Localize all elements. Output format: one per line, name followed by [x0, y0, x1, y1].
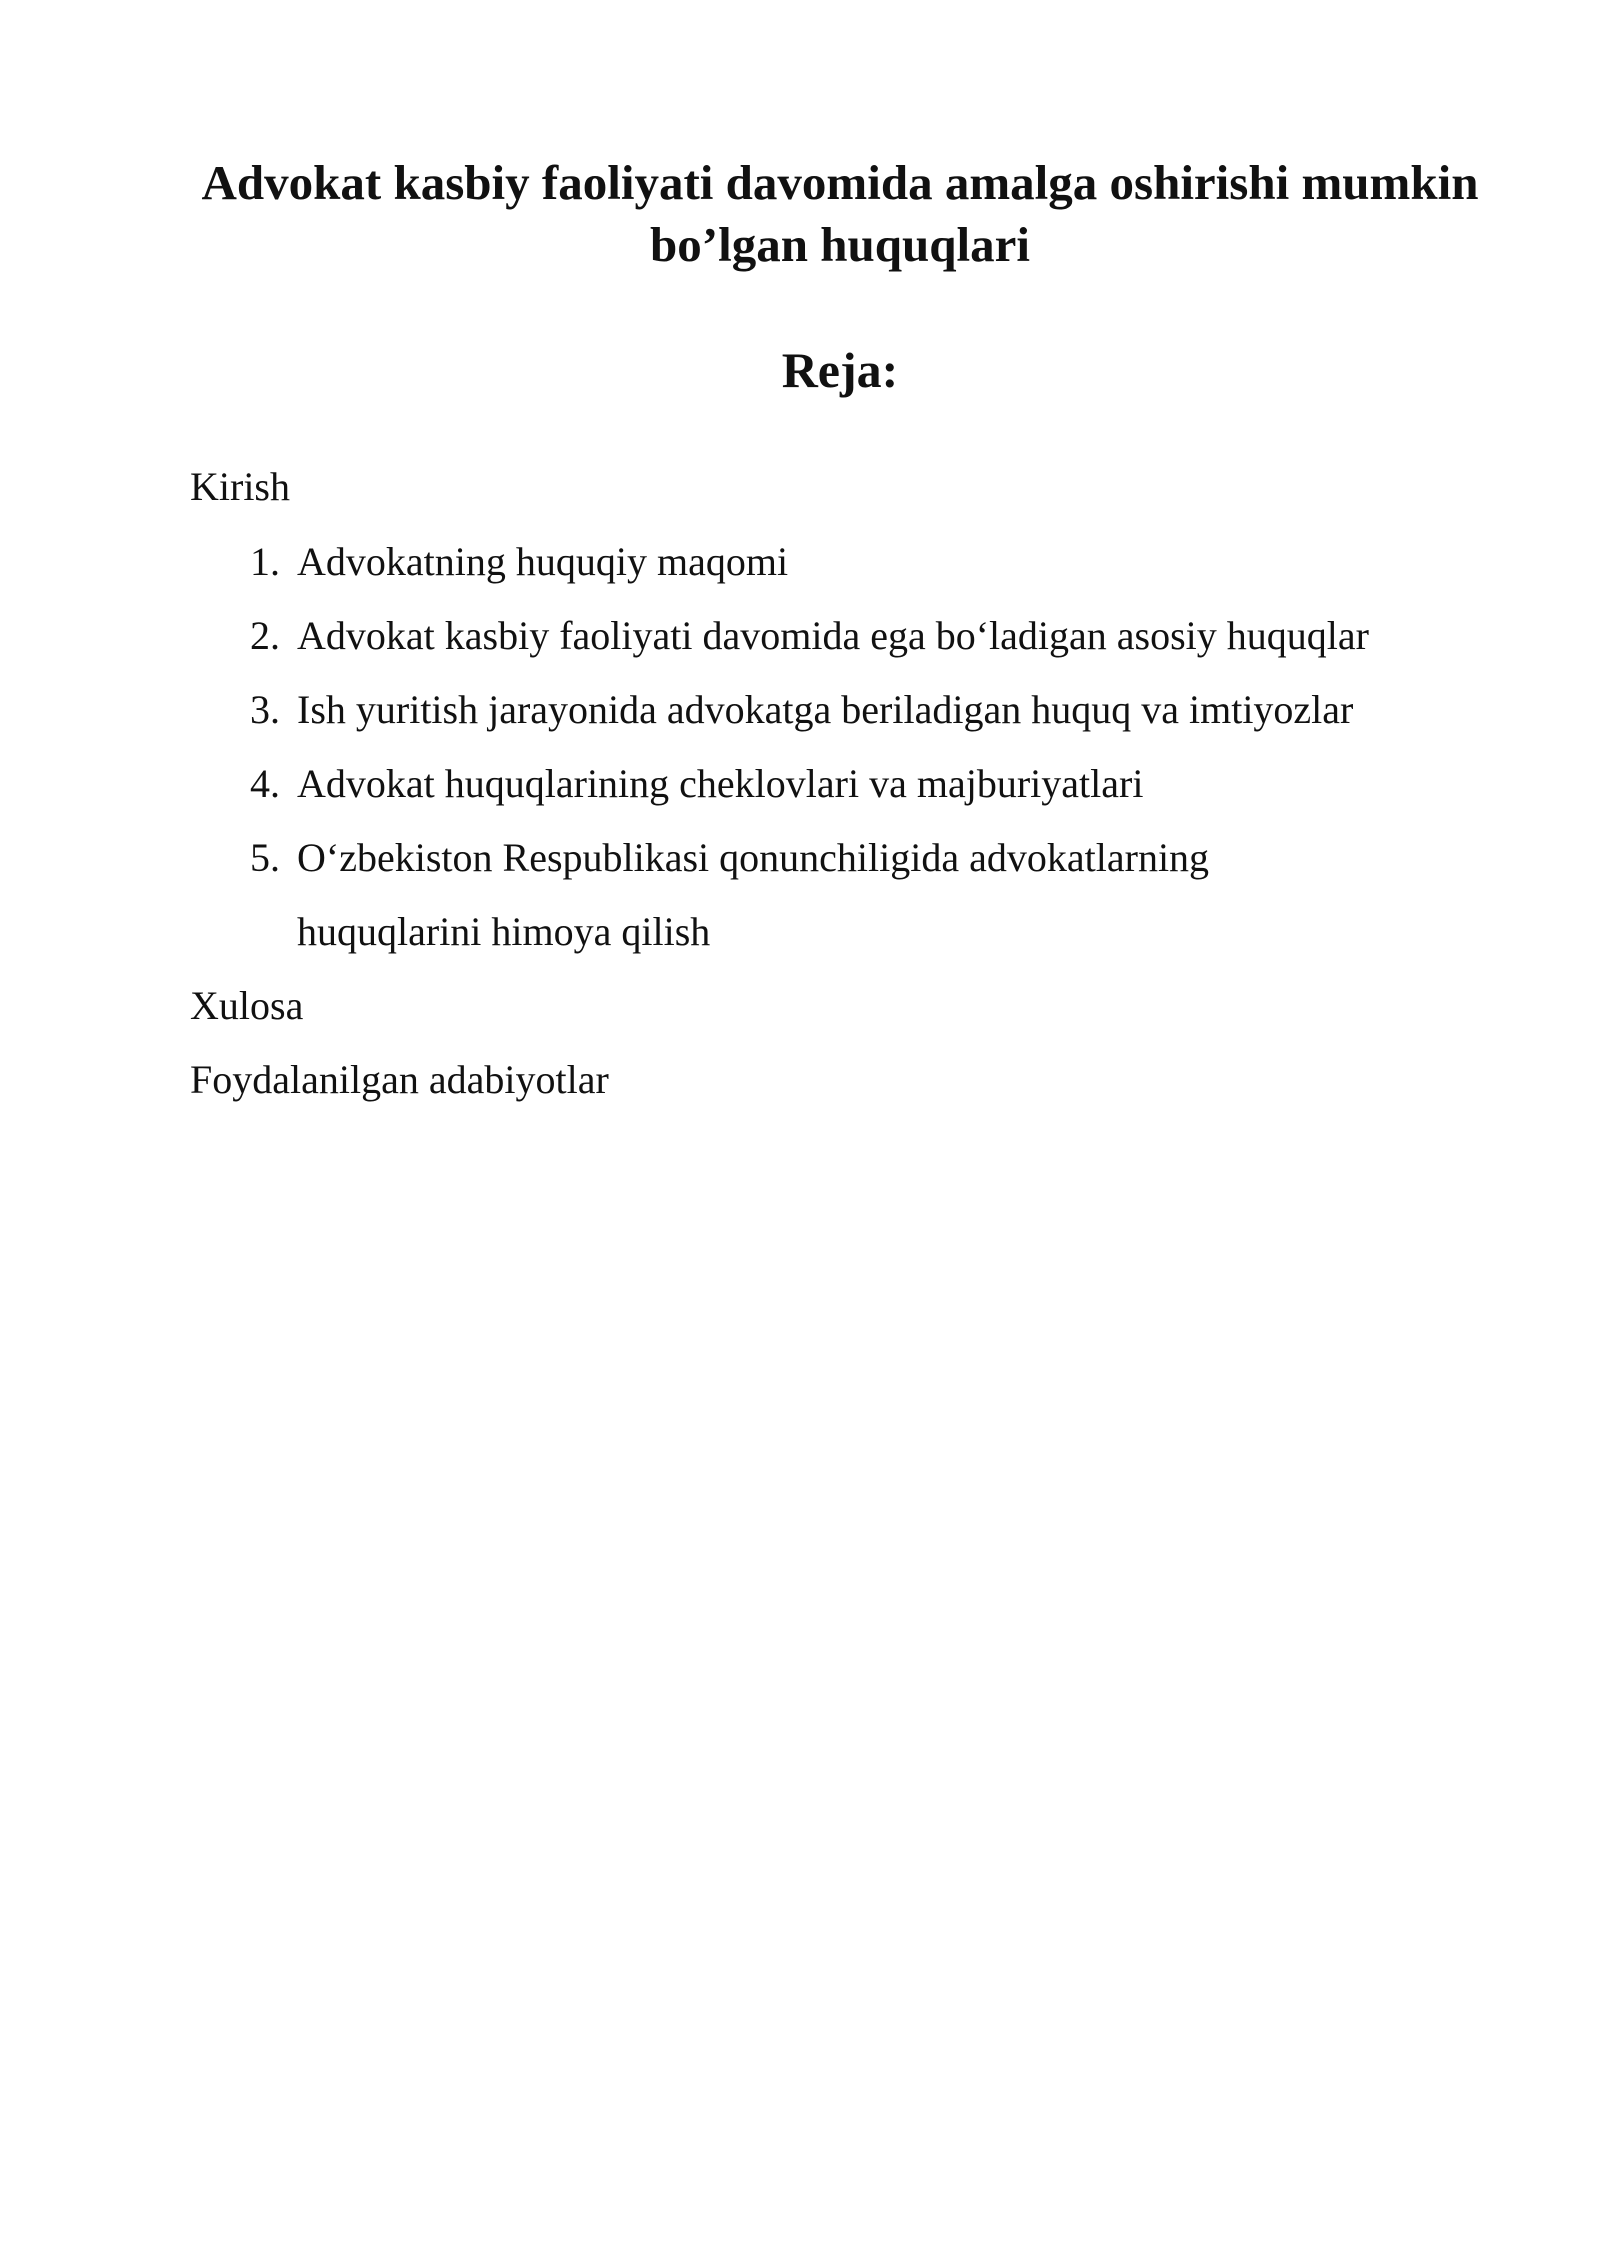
- plan-item-number: 3.: [250, 687, 280, 732]
- plan-item-text: Advokatning huquqiy maqomi: [297, 539, 789, 584]
- plan-item-number: 1.: [250, 539, 280, 584]
- plan-item-text: O‘zbekiston Respublikasi qonunchiligida advokatlarning: [297, 835, 1210, 880]
- plan-item-text: Ish yuritish jarayonida advokatga beriladigan huquq va imtiyozlar: [297, 687, 1354, 732]
- plan-intro: Kirish: [190, 464, 290, 509]
- plan-item-text-continued: huquqlarini himoya qilish: [297, 909, 711, 954]
- plan-heading: Reja:: [781, 342, 899, 398]
- plan-item-text: Advokat huquqlarining cheklovlari va majburiyatlari: [297, 761, 1144, 806]
- plan-item-text: Advokat kasbiy faoliyati davomida ega bo‘ladigan asosiy huquqlar: [297, 613, 1369, 658]
- document-title: Advokat kasbiy faoliyati davomida amalga oshirishi mumkin bo’lgan huquqlari: [201, 155, 1479, 272]
- plan-item-number: 2.: [250, 613, 280, 658]
- plan-item-number: 4.: [250, 761, 280, 806]
- plan-conclusion: Xulosa: [190, 983, 304, 1028]
- plan-references: Foydalanilgan adabiyotlar: [190, 1057, 609, 1102]
- plan-item-number: 5.: [250, 835, 280, 880]
